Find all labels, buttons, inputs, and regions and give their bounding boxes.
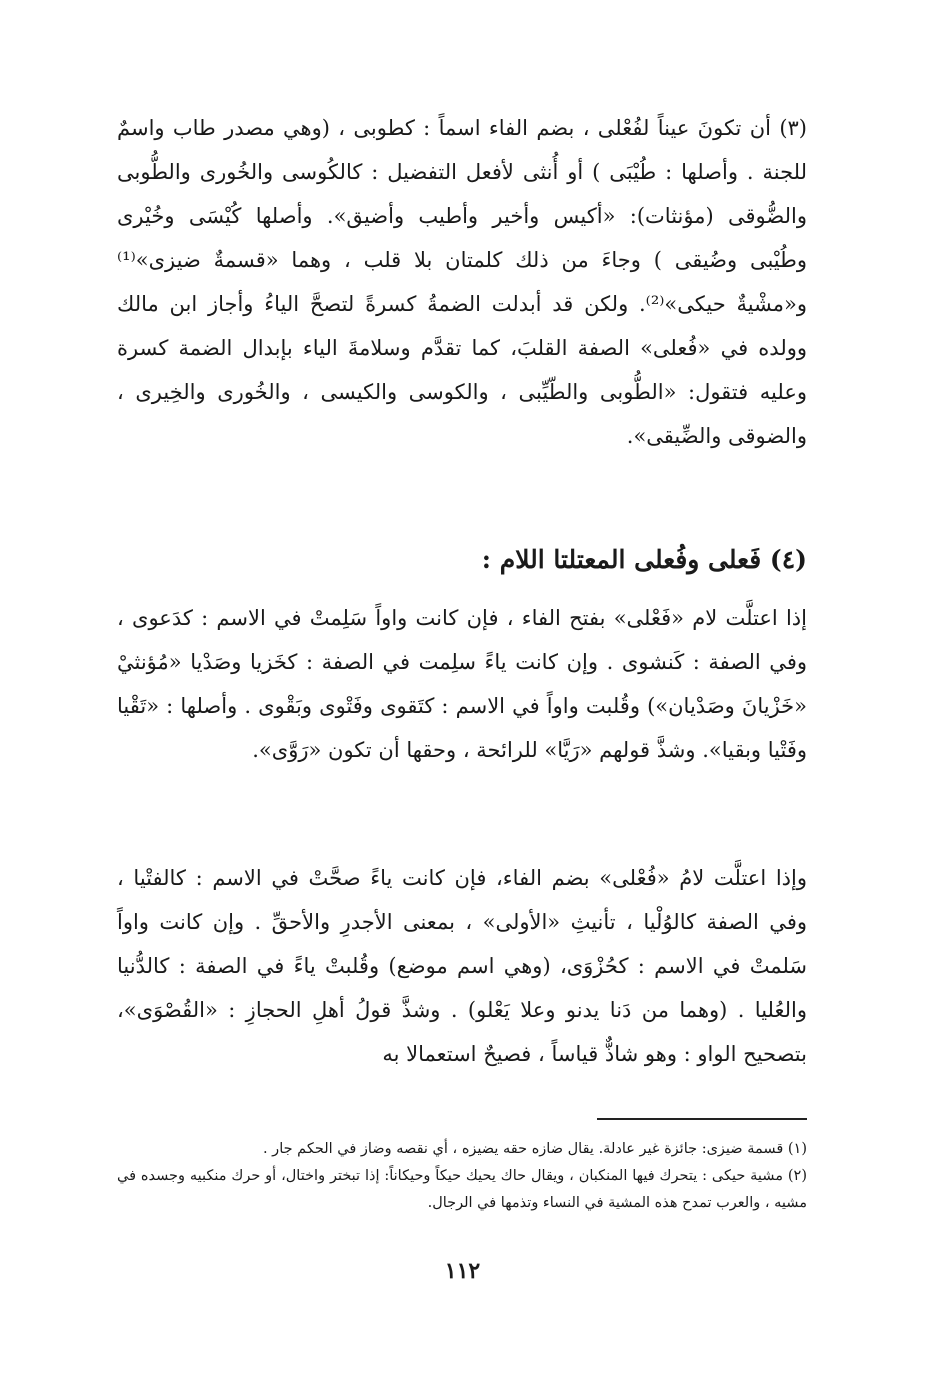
- page-number: ١١٢: [444, 1258, 481, 1284]
- footnotes: [117, 1136, 807, 1217]
- footnote-divider: [597, 1118, 807, 1120]
- paragraph-fala-lam: إذا اعتلَّت لام «فَعْلى» بفتح الفاء ، فإن كانت واواً سَلِمتْ في الاسم : كدَعوى ، وفي الصفة : كَنشوى . وإن كانت ياءً سلِمت في الصفة : كخَزيا وصَدْيا «مُؤنثيْ «خَزْيانَ وصَدْيان») وقُلبت واواً في الاسم : كتَقوى وفَتْوى وبَقْوى . وأصلها : «تَقْيا وفَتْيا وبقيا». وشذَّ قولهم «رَيَّا» للرائحة ، وحقها أن تكون «رَوَّى».: [117, 606, 807, 762]
- footnote-2: (٢) مشية حيكى : يتحرك فيها المنكبان ، ويقال حاك يحيك حيكاً وحيكاناً: إذا تبختر واختال، أو حرك منكبيه وجسده في مشيه ، والعرب تمدح هذه المشية في النساء وتذمها في الرجال.: [117, 1168, 807, 1211]
- paragraph-fuala-ayn: (٣) أن تكونَ عيناً لفُعْلى ، بضم الفاء اسماً : كطوبى ، (وهي مصدر طاب واسمٌ للجنة . وأصلها : طُيْبَى ) أو أُنثى لأفعل التفضيل : كالكُوسى والخُورى والطُّوبى والضُّوقى (مؤنثات): «أكيس وأخير وأطيب وأضيق». وأصلها كُيْسَى وخُيْرى وطُيْبى وضُيقى ) وجاءَ من ذلك كلمتان بلا قلب ، وهما «قسمةٌ ضيزى»⁽¹⁾ و«مشْيةٌ حيكى»⁽²⁾. ولكن قد أبدلت الضمةُ كسرةً لتصحَّ الياءُ وأجاز ابن مالك وولده في «فُعلى» الصفة القلبَ، كما تقدَّم وسلامةَ الياء بإبدال الضمة كسرة وعليه فتقول: «الطُّوبى والطّيِّبى ، والكوسى والكيسى ، والخُورى والخِيرى ، والضوقى والضِّيقى».: [117, 116, 808, 448]
- footnote-1: (١) قسمة ضيزى: جائزة غير عادلة. يقال ضازه حقه يضيزه ، أي نقصه وضاز في الحكم جار .: [262, 1141, 807, 1157]
- paragraph-fula-lam: وإذا اعتلَّت لامُ «فُعْلى» بضم الفاء، فإن كانت ياءً صحَّتْ في الاسم : كالفتْيا ، وفي الصفة كالوُلْيا ، تأنيثِ «الأولى» ، بمعنى الأجدرِ والأحقِّ . وإن كانت واواً سَلمتْ في الاسم : كحُزْوَى، (وهي اسم موضع) وقُلبتْ ياءً في الصفة : كالدُّنيا والعُليا . (وهما من دَنا يدنو وعلا يَعْلو) . وشذَّ قولُ أهلِ الحجازِ : «القُصْوَى»، بتصحيح الواو : وهو شاذٌّ قياساً ، فصيحٌ استعمالا به: [117, 866, 807, 1066]
- section-heading: (٤) فَعلى وفُعلى المعتلتا اللام :: [481, 545, 807, 574]
